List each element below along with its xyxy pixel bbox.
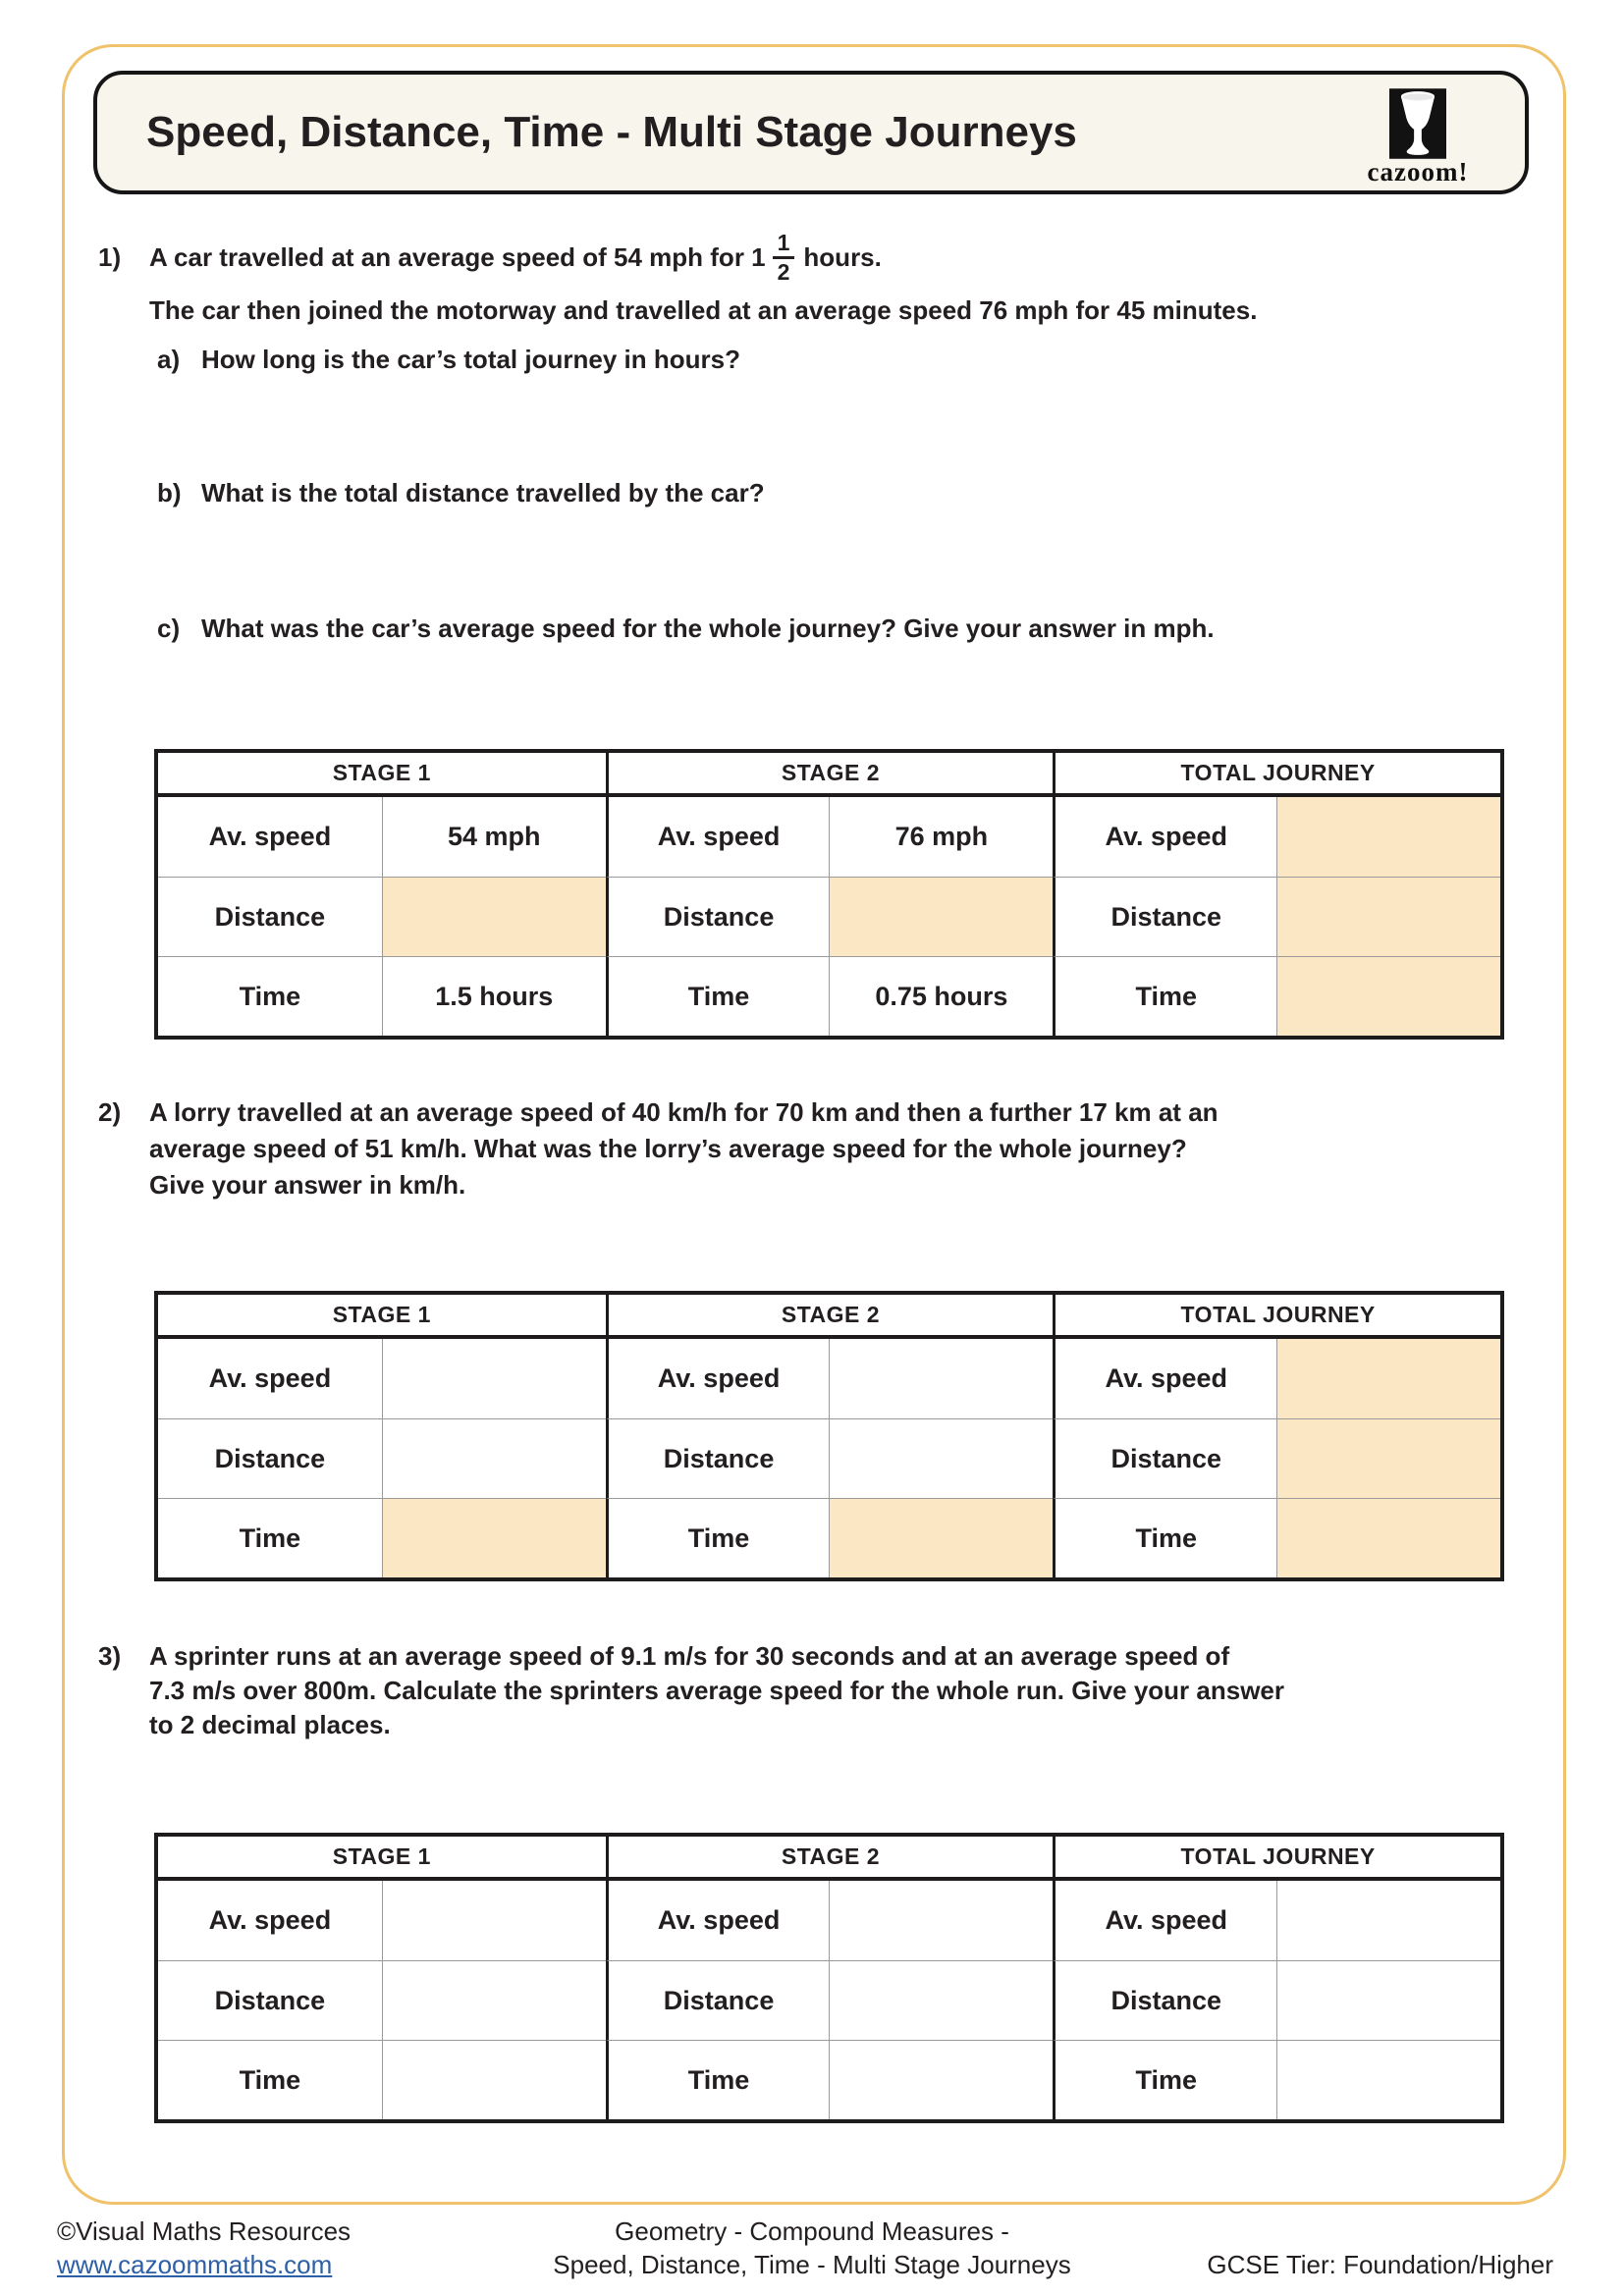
row-label: Time	[606, 2040, 830, 2119]
question-1-number: 1)	[98, 241, 122, 272]
stage-header: STAGE 1	[158, 753, 606, 797]
row-label: Av. speed	[1053, 797, 1276, 877]
row-label: Distance	[606, 1960, 830, 2040]
stage-header: TOTAL JOURNEY	[1053, 1837, 1500, 1881]
stage-header: TOTAL JOURNEY	[1053, 1295, 1500, 1339]
stage-header: STAGE 2	[606, 1295, 1054, 1339]
page-title: Speed, Distance, Time - Multi Stage Journeys	[146, 108, 1077, 156]
row-label: Av. speed	[1053, 1339, 1276, 1418]
answer-cell	[1276, 956, 1500, 1036]
row-label: Time	[158, 956, 382, 1036]
journey-table-1	[154, 749, 1504, 1040]
row-label: Time	[606, 956, 830, 1036]
row-label: Time	[158, 1498, 382, 1577]
answer-cell	[382, 1881, 606, 1960]
answer-cell	[829, 1960, 1053, 2040]
answer-cell	[382, 1498, 606, 1577]
question-3-line-2: 7.3 m/s over 800m. Calculate the sprinters average speed for the whole run. Give your answer	[149, 1675, 1284, 1705]
question-2-line-1: A lorry travelled at an average speed of 40 km/h for 70 km and then a further 17 km at an	[149, 1096, 1218, 1127]
footer-topic-line-1: Geometry - Compound Measures -	[615, 2216, 1009, 2246]
fraction-one-half	[773, 231, 795, 284]
answer-cell: 1.5 hours	[382, 956, 606, 1036]
question-3-number: 3)	[98, 1640, 122, 1671]
row-label: Distance	[158, 1960, 382, 2040]
question-1-part-c	[157, 614, 1215, 643]
row-label: Distance	[158, 877, 382, 956]
row-label: Distance	[1053, 877, 1276, 956]
row-label: Time	[1053, 1498, 1276, 1577]
question-1-part-a	[157, 345, 740, 374]
row-label: Time	[1053, 2040, 1276, 2119]
answer-cell	[829, 1339, 1053, 1418]
answer-cell	[1276, 1960, 1500, 2040]
row-label: Distance	[606, 1418, 830, 1498]
answer-cell	[382, 1960, 606, 2040]
row-label: Time	[606, 1498, 830, 1577]
answer-cell	[382, 2040, 606, 2119]
row-label: Time	[158, 2040, 382, 2119]
answer-cell	[382, 1339, 606, 1418]
row-label: Distance	[1053, 1418, 1276, 1498]
journey-table-2	[154, 1291, 1504, 1581]
answer-cell	[1276, 1339, 1500, 1418]
footer-topic-line-2: Speed, Distance, Time - Multi Stage Journeys	[553, 2249, 1071, 2279]
row-label: Av. speed	[606, 1339, 830, 1418]
answer-cell: 0.75 hours	[829, 956, 1053, 1036]
question-1-line-1	[149, 226, 882, 289]
question-1-line-2: The car then joined the motorway and travelled at an average speed 76 mph for 45 minutes.	[149, 294, 1258, 325]
stage-header: STAGE 2	[606, 753, 1054, 797]
row-label: Distance	[606, 877, 830, 956]
row-label: Av. speed	[1053, 1881, 1276, 1960]
part-c-label: c)	[157, 613, 181, 643]
answer-cell	[829, 877, 1053, 956]
answer-cell	[1276, 1498, 1500, 1577]
stage-header: STAGE 1	[158, 1295, 606, 1339]
question-3-line-3: to 2 decimal places.	[149, 1709, 391, 1739]
stage-header: STAGE 1	[158, 1837, 606, 1881]
answer-cell	[829, 1498, 1053, 1577]
row-label: Distance	[1053, 1960, 1276, 2040]
row-label: Av. speed	[208, 1905, 332, 1935]
answer-cell	[382, 1418, 606, 1498]
question-2-number: 2)	[98, 1096, 122, 1127]
row-label: Distance	[158, 1418, 382, 1498]
answer-cell	[1276, 1418, 1500, 1498]
stage-header: STAGE 2	[606, 1837, 1054, 1881]
footer-copyright: ©Visual Maths Resources	[57, 2216, 352, 2246]
answer-cell	[1276, 877, 1500, 956]
answer-cell	[1276, 1881, 1500, 1960]
question-1-text-post: hours.	[803, 241, 882, 272]
answer-cell	[829, 2040, 1053, 2119]
fraction-numerator: 1	[773, 231, 795, 259]
question-1-text-pre: A car travelled at an average speed of 54 mph for 1	[149, 241, 766, 272]
footer-website-link[interactable]: www.cazoommaths.com	[57, 2249, 333, 2279]
row-label: Av. speed	[606, 797, 830, 877]
row-label: Av. speed	[208, 822, 332, 851]
question-1-part-b	[157, 478, 765, 507]
part-b-text: What is the total distance travelled by the car?	[201, 477, 765, 507]
footer-gcse-tier: GCSE Tier: Foundation/Higher	[1207, 2249, 1553, 2279]
question-2-line-2: average speed of 51 km/h. What was the lorry’s average speed for the whole journey?	[149, 1133, 1187, 1163]
header-box	[93, 71, 1529, 194]
fraction-denominator: 2	[777, 259, 790, 285]
cazoom-logo	[1354, 88, 1482, 187]
answer-cell	[1276, 797, 1500, 877]
part-a-label: a)	[157, 344, 181, 374]
question-3-line-1: A sprinter runs at an average speed of 9.1 m/s for 30 seconds and at an average speed of	[149, 1640, 1230, 1671]
answer-cell	[829, 1881, 1053, 1960]
answer-cell: 76 mph	[829, 797, 1053, 877]
part-c-text: What was the car’s average speed for the whole journey? Give your answer in mph.	[201, 613, 1215, 643]
journey-table-3	[154, 1833, 1504, 2123]
logo-wordmark: cazoom!	[1367, 157, 1469, 187]
part-a-text: How long is the car’s total journey in hours?	[201, 344, 740, 374]
row-label: Av. speed	[606, 1881, 830, 1960]
answer-cell: 54 mph	[382, 797, 606, 877]
stage-header: TOTAL JOURNEY	[1053, 753, 1500, 797]
answer-cell	[382, 877, 606, 956]
answer-cell	[1276, 2040, 1500, 2119]
answer-cell	[829, 1418, 1053, 1498]
djembe-drum-icon	[1389, 88, 1446, 159]
row-label: Av. speed	[208, 1363, 332, 1393]
question-2-line-3: Give your answer in km/h.	[149, 1169, 466, 1200]
row-label: Time	[1053, 956, 1276, 1036]
part-b-label: b)	[157, 477, 182, 507]
